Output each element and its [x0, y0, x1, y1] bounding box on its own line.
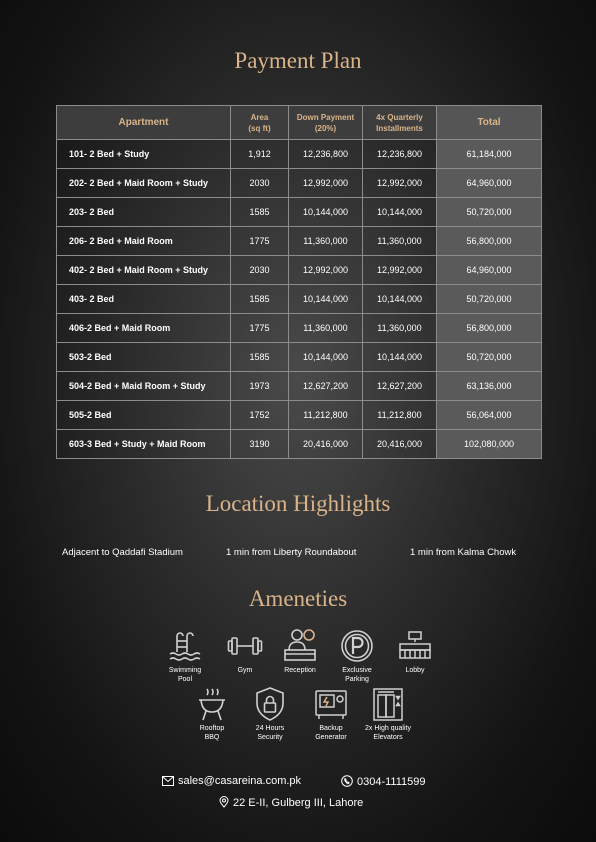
amenity-label: Lobby: [405, 667, 425, 674]
cell-total: 56,800,000: [437, 227, 542, 256]
table-row: [57, 140, 542, 169]
cell-apartment: 504-2 Bed + Maid Room + Study: [57, 372, 231, 401]
phone-text: 0304-1111599: [357, 776, 426, 788]
cell-total: 102,080,000: [437, 430, 542, 459]
cell-total: 50,720,000: [437, 343, 542, 372]
contact-email[interactable]: [162, 775, 301, 787]
cell-area: 1585: [231, 285, 289, 314]
amenity-security: [235, 686, 305, 742]
amenity-label: Elevators: [373, 733, 403, 741]
amenity-label: Pool: [177, 675, 192, 683]
bbq-icon: [194, 686, 230, 722]
cell-quarterly: 11,360,000: [363, 314, 437, 343]
header-quarterly: 4x Quarterly Installments: [363, 106, 437, 140]
cell-area: 1775: [231, 227, 289, 256]
amenity-label: Parking: [345, 675, 369, 683]
location-highlights-title: Location Highlights: [205, 491, 391, 516]
cell-total: 56,064,000: [437, 401, 542, 430]
amenity-label: Swimming: [168, 667, 202, 674]
table-row: [57, 343, 542, 372]
cell-quarterly: 20,416,000: [363, 430, 437, 459]
table-row: [57, 227, 542, 256]
amenity-label: Security: [257, 733, 283, 741]
security-icon: [252, 686, 288, 722]
location-item-stadium: Adjacent to Qaddafi Stadium: [62, 547, 183, 558]
cell-quarterly: 12,236,800: [363, 140, 437, 169]
table-row: [57, 372, 542, 401]
table-row: [57, 169, 542, 198]
cell-quarterly: 12,992,000: [363, 169, 437, 198]
cell-area: 1973: [231, 372, 289, 401]
header-down-payment: Down Payment (20%): [289, 106, 363, 140]
payment-plan-title: Payment Plan: [234, 48, 362, 73]
cell-area: 1,912: [231, 140, 289, 169]
cell-apartment: 402- 2 Bed + Maid Room + Study: [57, 256, 231, 285]
cell-total: 50,720,000: [437, 198, 542, 227]
address-text: 22 E-II, Gulberg III, Lahore: [233, 797, 364, 809]
cell-down-payment: 12,236,800: [289, 140, 363, 169]
amenity-label: 2x High quality: [365, 725, 411, 732]
parking-icon: [339, 628, 375, 664]
cell-apartment: 403- 2 Bed: [57, 285, 231, 314]
location-item-kalma: 1 min from Kalma Chowk: [410, 547, 517, 558]
cell-down-payment: 10,144,000: [289, 285, 363, 314]
amenities-title: Ameneties: [248, 586, 348, 611]
header-total: Total: [437, 106, 542, 140]
cell-down-payment: 11,360,000: [289, 314, 363, 343]
cell-quarterly: 12,627,200: [363, 372, 437, 401]
table-header-row: [57, 106, 542, 140]
contact-phone[interactable]: [341, 775, 426, 788]
cell-quarterly: 10,144,000: [363, 198, 437, 227]
cell-down-payment: 11,360,000: [289, 227, 363, 256]
cell-area: 1752: [231, 401, 289, 430]
cell-down-payment: 10,144,000: [289, 198, 363, 227]
email-text: sales@casareina.com.pk: [178, 775, 302, 787]
cell-apartment: 505-2 Bed: [57, 401, 231, 430]
amenity-label: Gym: [237, 667, 253, 674]
generator-icon: [313, 686, 349, 722]
cell-down-payment: 20,416,000: [289, 430, 363, 459]
amenity-label: 24 Hours: [255, 725, 285, 732]
cell-area: 2030: [231, 169, 289, 198]
cell-quarterly: 10,144,000: [363, 343, 437, 372]
table-row: [57, 430, 542, 459]
cell-down-payment: 12,627,200: [289, 372, 363, 401]
header-apartment: Apartment: [57, 106, 231, 140]
contact-address: [219, 796, 363, 809]
amenity-label: Exclusive: [342, 667, 372, 674]
lobby-icon: [397, 628, 433, 664]
location-item-liberty: 1 min from Liberty Roundabout: [226, 547, 357, 558]
cell-area: 1585: [231, 198, 289, 227]
table-row: [57, 256, 542, 285]
payment-plan-table: [56, 105, 542, 459]
cell-down-payment: 12,992,000: [289, 169, 363, 198]
cell-total: 56,800,000: [437, 314, 542, 343]
phone-icon: [341, 775, 353, 787]
cell-down-payment: 10,144,000: [289, 343, 363, 372]
email-icon: [162, 776, 174, 786]
table-row: [57, 401, 542, 430]
table-row: [57, 198, 542, 227]
table-row: [57, 285, 542, 314]
cell-apartment: 603-3 Bed + Study + Maid Room: [57, 430, 231, 459]
swimming-pool-icon: [167, 628, 203, 664]
cell-area: 1585: [231, 343, 289, 372]
gym-icon: [227, 628, 263, 664]
cell-area: 2030: [231, 256, 289, 285]
cell-apartment: 206- 2 Bed + Maid Room: [57, 227, 231, 256]
cell-apartment: 202- 2 Bed + Maid Room + Study: [57, 169, 231, 198]
elevator-icon: [370, 686, 406, 722]
cell-quarterly: 11,212,800: [363, 401, 437, 430]
cell-apartment: 101- 2 Bed + Study: [57, 140, 231, 169]
cell-total: 64,960,000: [437, 169, 542, 198]
cell-apartment: 203- 2 Bed: [57, 198, 231, 227]
location-pin-icon: [219, 796, 229, 808]
cell-area: 3190: [231, 430, 289, 459]
amenity-lobby: [380, 628, 450, 676]
cell-down-payment: 12,992,000: [289, 256, 363, 285]
amenity-label: Reception: [284, 667, 316, 674]
amenity-label: Rooftop: [199, 725, 225, 732]
cell-quarterly: 11,360,000: [363, 227, 437, 256]
cell-apartment: 406-2 Bed + Maid Room: [57, 314, 231, 343]
cell-quarterly: 10,144,000: [363, 285, 437, 314]
amenity-label: Backup: [319, 725, 343, 732]
cell-total: 50,720,000: [437, 285, 542, 314]
cell-area: 1775: [231, 314, 289, 343]
cell-total: 63,136,000: [437, 372, 542, 401]
amenity-label: Generator: [315, 733, 347, 741]
cell-apartment: 503-2 Bed: [57, 343, 231, 372]
cell-total: 64,960,000: [437, 256, 542, 285]
amenity-elevators: [353, 686, 423, 742]
table-row: [57, 314, 542, 343]
header-area: Area (sq ft): [231, 106, 289, 140]
reception-icon: [282, 626, 318, 664]
cell-quarterly: 12,992,000: [363, 256, 437, 285]
amenity-label: BBQ: [204, 733, 220, 741]
cell-down-payment: 11,212,800: [289, 401, 363, 430]
cell-total: 61,184,000: [437, 140, 542, 169]
